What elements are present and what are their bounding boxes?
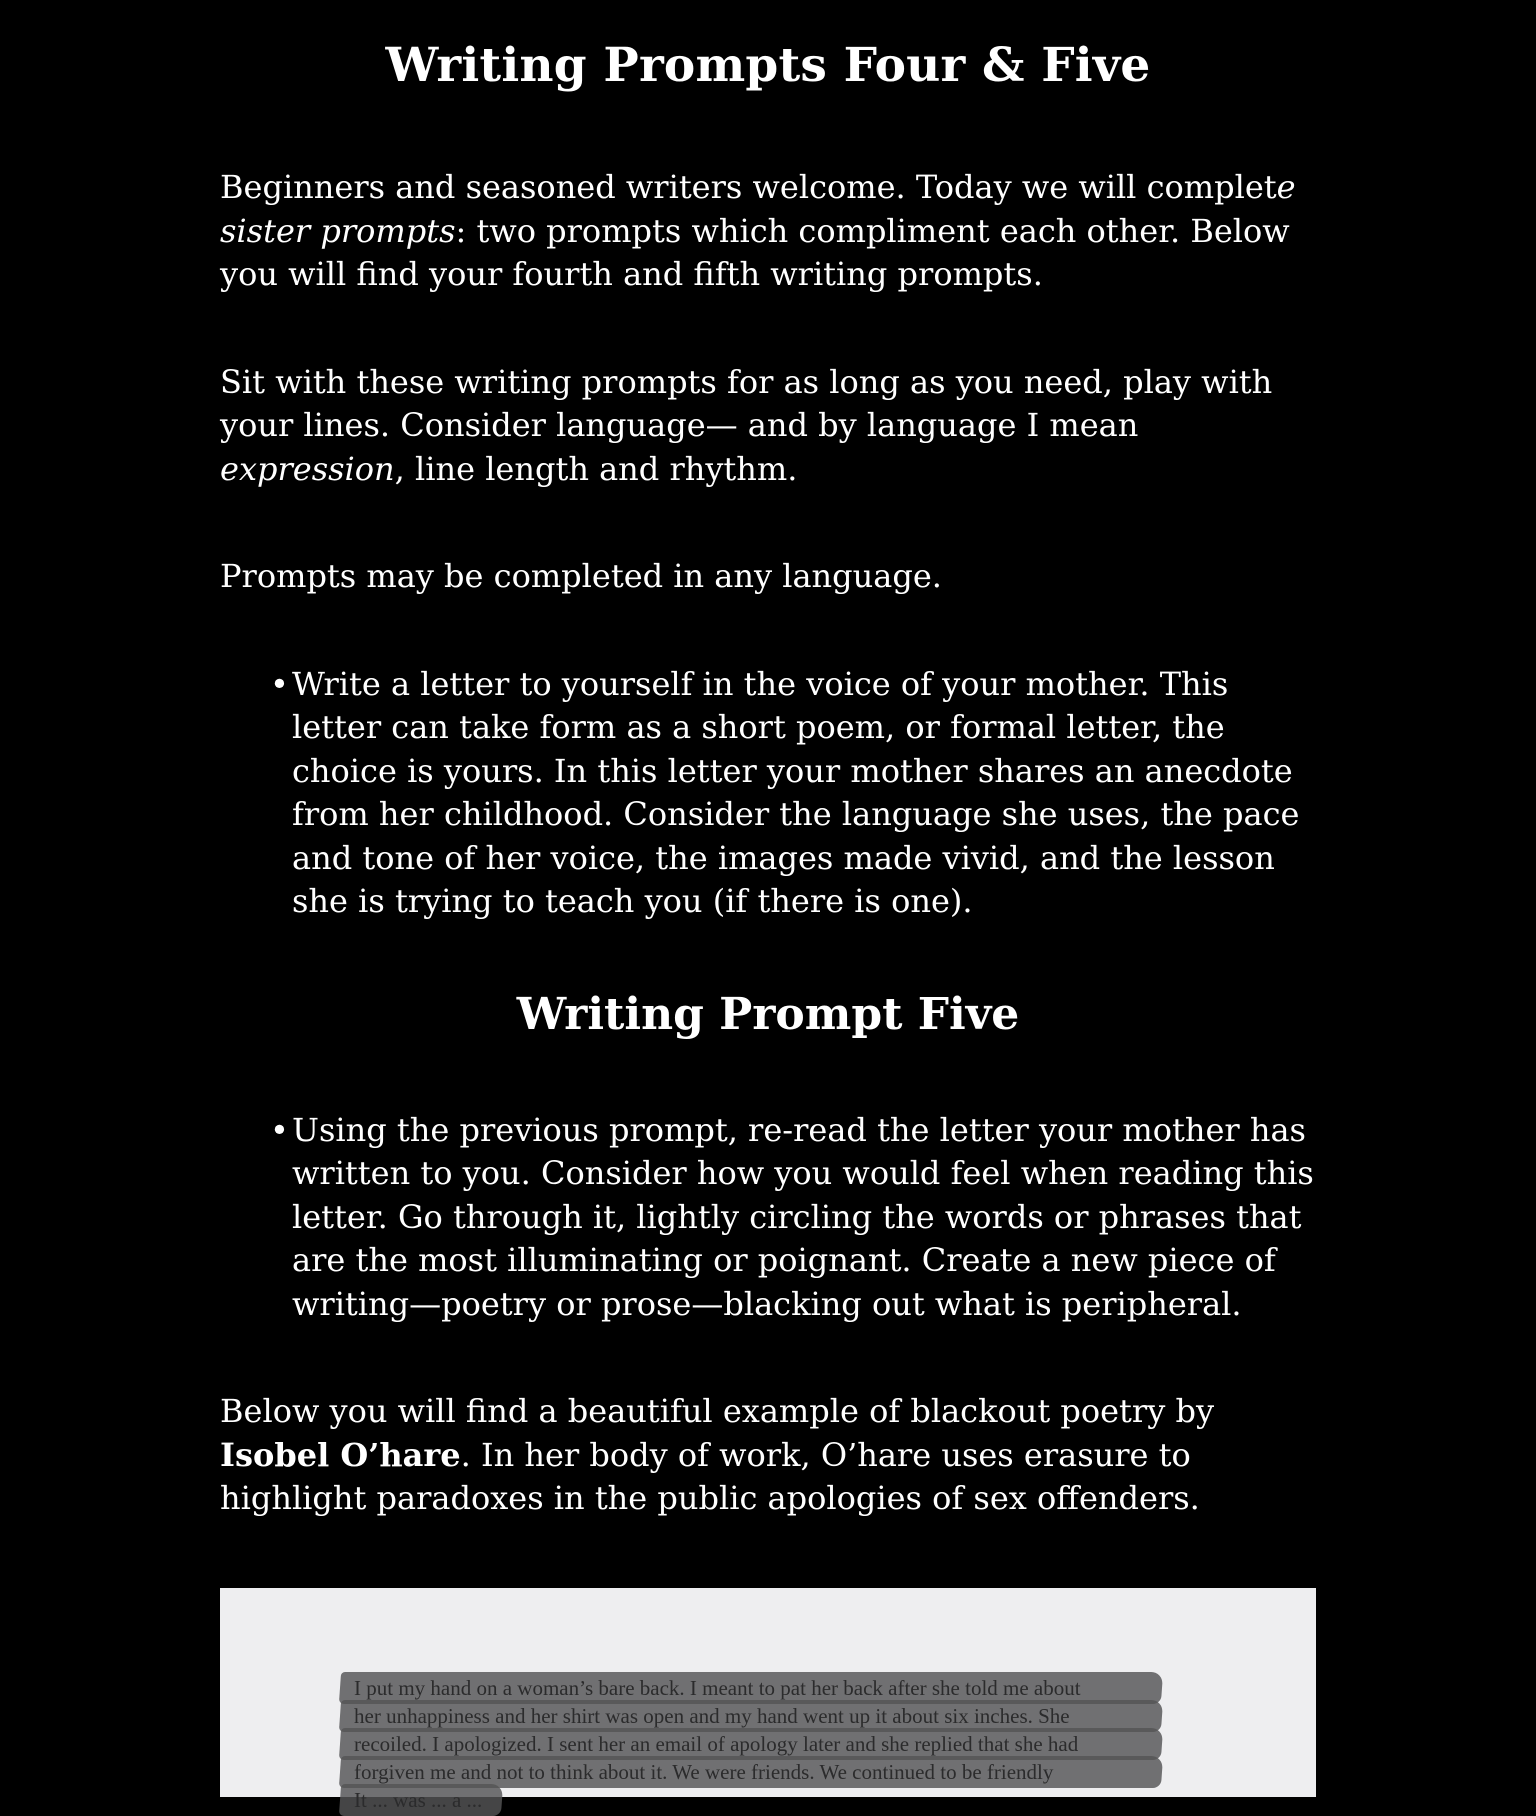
- bullet-icon: •: [270, 1110, 289, 1149]
- article-content: [220, 0, 1316, 1521]
- blacked-out-line: I put my hand on a woman’s bare back. I meant to pat her back after she told me about: [348, 1674, 1148, 1702]
- prompt-four-list: [220, 663, 1316, 924]
- blacked-out-line: recoiled. I apologized. I sent her an email of apology later and she replied that she had: [348, 1730, 1148, 1758]
- blacked-out-line: It ... was ... a ...: [348, 1786, 488, 1814]
- example-intro-paragraph: [220, 1390, 1316, 1521]
- guidance-text-start: Sit with these writing prompts for as long as you need, play with your lines. Consider language— and by language I mean: [220, 362, 1273, 444]
- example-intro-text-end: . In her body of work, O’hare uses erasure to highlight paradoxes in the public apologies of sex offenders.: [220, 1435, 1200, 1517]
- example-intro-text-start: Below you will find a beautiful example of blackout poetry by: [220, 1392, 1215, 1430]
- intro-paragraph: [220, 166, 1316, 297]
- author-name: Isobel O’hare: [220, 1435, 461, 1474]
- bullet-icon: •: [270, 664, 289, 703]
- blacked-out-line: forgiven me and not to think about it. We were friends. We continued to be friendly: [348, 1758, 1148, 1786]
- prompt-five-list: [220, 1109, 1316, 1327]
- guidance-text-end: , line length and rhythm.: [394, 449, 798, 488]
- prompt-five-text: Using the previous prompt, re-read the letter your mother has written to you. Consider how you would feel when reading this letter. Go through it, lightly circling the words or phrases that are the most illuminating or poignant. Create a new piece of writing—poetry or prose—blacking out what is peripheral.: [292, 1110, 1314, 1323]
- section-heading: Writing Prompt Five: [516, 988, 1020, 1040]
- prompt-four-text: Write a letter to yourself in the voice of your mother. This letter can take form as a short poem, or formal letter, the choice is yours. In this letter your mother shares an anecdote from her childhood. Consider the language she uses, the pace and tone of her voice, the images made vivid, and the lesson she is trying to teach you (if there is one).: [292, 664, 1300, 920]
- scanned-text-block: [348, 1674, 1148, 1814]
- intro-italic: e sister prompts: [220, 168, 1296, 250]
- intro-text-start: Beginners and seasoned writers welcome. Today we will complet: [220, 168, 1277, 206]
- blacked-out-line: her unhappiness and her shirt was open and my hand went up it about six inches. She: [348, 1702, 1148, 1730]
- prompt-four-item: [270, 663, 1316, 924]
- blackout-poetry-example-image: [220, 1588, 1316, 1812]
- guidance-italic: expression: [220, 449, 395, 488]
- language-note: Prompts may be completed in any language.: [220, 557, 942, 595]
- page-title: Writing Prompts Four & Five: [385, 38, 1151, 93]
- intro-text-end: : two prompts which compliment each other. Below you will find your fourth and fifth writing prompts.: [220, 211, 1290, 293]
- prompt-five-item: [270, 1109, 1316, 1327]
- guidance-paragraph: [220, 361, 1316, 492]
